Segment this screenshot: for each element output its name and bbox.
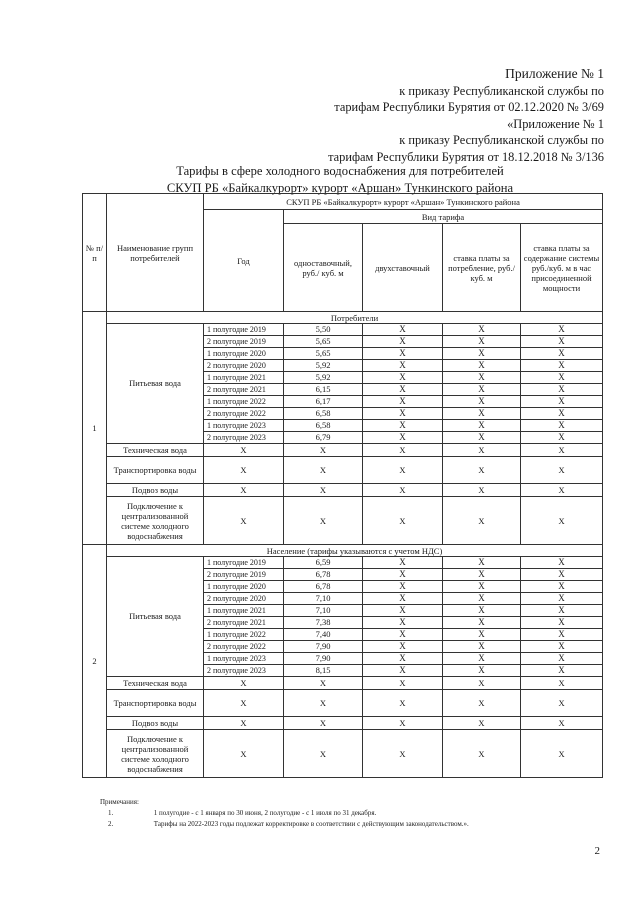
double-rate-value: X <box>363 581 443 593</box>
consumption-rate-value: X <box>443 665 521 677</box>
not-applicable-mark: X <box>204 444 284 457</box>
header-line: к приказу Республиканской службы по <box>399 133 604 147</box>
double-rate-value: X <box>363 408 443 420</box>
period: 1 полугодие 2019 <box>204 324 284 336</box>
not-applicable-mark: X <box>363 717 443 730</box>
not-applicable-mark: X <box>443 497 521 545</box>
capacity-rate-value: X <box>521 336 603 348</box>
period: 2 полугодие 2022 <box>204 408 284 420</box>
single-rate-value: 6,58 <box>284 408 363 420</box>
double-rate-value: X <box>363 605 443 617</box>
header-double-rate: двухставочный <box>363 224 443 312</box>
period: 1 полугодие 2021 <box>204 605 284 617</box>
header-line: Приложение № 1 <box>505 66 604 81</box>
single-rate-value: 6,78 <box>284 581 363 593</box>
double-rate-value: X <box>363 432 443 444</box>
capacity-rate-value: X <box>521 569 603 581</box>
double-rate-value: X <box>363 324 443 336</box>
single-rate-value: 6,78 <box>284 569 363 581</box>
connection-group: Подключение к централизованной системе холодного водоснабжения <box>107 497 204 545</box>
drinking-water-group: Питьевая вода <box>107 557 204 677</box>
single-rate-value: 5,65 <box>284 336 363 348</box>
document-title <box>60 163 620 197</box>
not-applicable-mark: X <box>363 690 443 717</box>
period: 1 полугодие 2022 <box>204 396 284 408</box>
not-applicable-mark: X <box>204 484 284 497</box>
capacity-rate-value: X <box>521 593 603 605</box>
capacity-rate-value: X <box>521 432 603 444</box>
double-rate-value: X <box>363 593 443 605</box>
not-applicable-mark: X <box>443 484 521 497</box>
tariff-table <box>82 193 603 778</box>
consumption-rate-value: X <box>443 641 521 653</box>
single-rate-value: 6,79 <box>284 432 363 444</box>
not-applicable-mark: X <box>521 690 603 717</box>
period: 2 полугодие 2023 <box>204 665 284 677</box>
period: 2 полугодие 2020 <box>204 593 284 605</box>
single-rate-value: 7,38 <box>284 617 363 629</box>
title-line-1: Тарифы в сфере холодного водоснабжения для потребителей <box>176 164 504 178</box>
note-text: 1 полугодие - с 1 января по 30 июня, 2 полугодие - с 1 июля по 31 декабря. <box>153 809 377 817</box>
capacity-rate-value: X <box>521 581 603 593</box>
consumption-rate-value: X <box>443 629 521 641</box>
consumption-rate-value: X <box>443 593 521 605</box>
note-text: Тарифы на 2022-2023 годы подлежат корректировке в соответствии с действующим законодательством.». <box>153 820 469 828</box>
water-delivery-group: Подвоз воды <box>107 717 204 730</box>
consumption-rate-value: X <box>443 396 521 408</box>
header-line: «Приложение № 1 <box>507 116 604 131</box>
not-applicable-mark: X <box>521 444 603 457</box>
not-applicable-mark: X <box>443 457 521 484</box>
not-applicable-mark: X <box>204 717 284 730</box>
header-line: к приказу Республиканской службы по <box>399 83 604 98</box>
double-rate-value: X <box>363 336 443 348</box>
water-transport-group: Транспортировка воды <box>107 457 204 484</box>
period: 1 полугодие 2023 <box>204 653 284 665</box>
capacity-rate-value: X <box>521 665 603 677</box>
consumption-rate-value: X <box>443 336 521 348</box>
consumption-rate-value: X <box>443 360 521 372</box>
double-rate-value: X <box>363 665 443 677</box>
consumption-rate-value: X <box>443 432 521 444</box>
double-rate-value: X <box>363 372 443 384</box>
double-rate-value: X <box>363 617 443 629</box>
period: 2 полугодие 2021 <box>204 384 284 396</box>
single-rate-value: 5,92 <box>284 360 363 372</box>
double-rate-value: X <box>363 348 443 360</box>
notes <box>100 797 469 830</box>
double-rate-value: X <box>363 360 443 372</box>
single-rate-value: 7,90 <box>284 653 363 665</box>
period: 2 полугодие 2019 <box>204 336 284 348</box>
header-single-rate: одноставочный, руб./ куб. м <box>284 224 363 312</box>
double-rate-value: X <box>363 641 443 653</box>
capacity-rate-value: X <box>521 396 603 408</box>
technical-water-group: Техническая вода <box>107 677 204 690</box>
capacity-rate-value: X <box>521 420 603 432</box>
consumption-rate-value: X <box>443 348 521 360</box>
header-capacity-rate: ставка платы за содержание системы руб./куб. м в час присоединенной мощности <box>521 224 603 312</box>
double-rate-value: X <box>363 396 443 408</box>
single-rate-value: 6,59 <box>284 557 363 569</box>
single-rate-value: 7,90 <box>284 641 363 653</box>
single-rate-value: 7,40 <box>284 629 363 641</box>
not-applicable-mark: X <box>363 497 443 545</box>
capacity-rate-value: X <box>521 372 603 384</box>
period: 1 полугодие 2023 <box>204 420 284 432</box>
not-applicable-mark: X <box>284 717 363 730</box>
not-applicable-mark: X <box>521 497 603 545</box>
single-rate-value: 5,92 <box>284 372 363 384</box>
period: 2 полугодие 2019 <box>204 569 284 581</box>
section-number: 1 <box>83 312 107 545</box>
not-applicable-mark: X <box>521 457 603 484</box>
period: 2 полугодие 2023 <box>204 432 284 444</box>
header-consumer-group: Наименование групп потребителей <box>107 194 204 312</box>
period: 1 полугодие 2020 <box>204 348 284 360</box>
capacity-rate-value: X <box>521 360 603 372</box>
single-rate-value: 5,65 <box>284 348 363 360</box>
double-rate-value: X <box>363 384 443 396</box>
not-applicable-mark: X <box>363 730 443 778</box>
not-applicable-mark: X <box>521 677 603 690</box>
capacity-rate-value: X <box>521 629 603 641</box>
header-num: № п/п <box>83 194 107 312</box>
double-rate-value: X <box>363 629 443 641</box>
not-applicable-mark: X <box>443 677 521 690</box>
capacity-rate-value: X <box>521 605 603 617</box>
single-rate-value: 7,10 <box>284 605 363 617</box>
not-applicable-mark: X <box>284 690 363 717</box>
not-applicable-mark: X <box>284 730 363 778</box>
header-organization: СКУП РБ «Байкалкурорт» курорт «Аршан» Тункинского района <box>204 194 603 210</box>
period: 1 полугодие 2020 <box>204 581 284 593</box>
header-year: Год <box>204 210 284 312</box>
double-rate-value: X <box>363 420 443 432</box>
water-delivery-group: Подвоз воды <box>107 484 204 497</box>
note-item <box>100 819 469 830</box>
not-applicable-mark: X <box>363 677 443 690</box>
technical-water-group: Техническая вода <box>107 444 204 457</box>
page-number: 2 <box>594 845 600 857</box>
period: 1 полугодие 2021 <box>204 372 284 384</box>
capacity-rate-value: X <box>521 324 603 336</box>
not-applicable-mark: X <box>284 484 363 497</box>
not-applicable-mark: X <box>204 677 284 690</box>
capacity-rate-value: X <box>521 408 603 420</box>
capacity-rate-value: X <box>521 641 603 653</box>
note-item <box>100 808 469 819</box>
not-applicable-mark: X <box>443 444 521 457</box>
consumption-rate-value: X <box>443 581 521 593</box>
consumption-rate-value: X <box>443 408 521 420</box>
notes-title: Примечания: <box>100 798 139 806</box>
consumption-rate-value: X <box>443 384 521 396</box>
capacity-rate-value: X <box>521 384 603 396</box>
header-tariff-kind: Вид тарифа <box>284 210 603 224</box>
double-rate-value: X <box>363 557 443 569</box>
not-applicable-mark: X <box>284 457 363 484</box>
connection-group: Подключение к централизованной системе холодного водоснабжения <box>107 730 204 778</box>
capacity-rate-value: X <box>521 617 603 629</box>
period: 1 полугодие 2019 <box>204 557 284 569</box>
not-applicable-mark: X <box>204 457 284 484</box>
consumption-rate-value: X <box>443 557 521 569</box>
not-applicable-mark: X <box>284 444 363 457</box>
capacity-rate-value: X <box>521 557 603 569</box>
single-rate-value: 6,17 <box>284 396 363 408</box>
note-number: 1. <box>108 809 114 817</box>
consumption-rate-value: X <box>443 372 521 384</box>
not-applicable-mark: X <box>363 484 443 497</box>
header-line: тарифам Республики Бурятия от 02.12.2020 № 3/69 <box>334 100 604 114</box>
double-rate-value: X <box>363 653 443 665</box>
not-applicable-mark: X <box>363 457 443 484</box>
single-rate-value: 6,15 <box>284 384 363 396</box>
drinking-water-group: Питьевая вода <box>107 324 204 444</box>
single-rate-value: 8,15 <box>284 665 363 677</box>
consumption-rate-value: X <box>443 324 521 336</box>
consumption-rate-value: X <box>443 569 521 581</box>
section-number: 2 <box>83 545 107 778</box>
single-rate-value: 5,50 <box>284 324 363 336</box>
not-applicable-mark: X <box>204 690 284 717</box>
not-applicable-mark: X <box>204 730 284 778</box>
section-category: Потребители <box>107 312 603 324</box>
section-category: Население (тарифы указываются с учетом НДС) <box>107 545 603 557</box>
single-rate-value: 7,10 <box>284 593 363 605</box>
not-applicable-mark: X <box>284 497 363 545</box>
not-applicable-mark: X <box>443 730 521 778</box>
not-applicable-mark: X <box>284 677 363 690</box>
period: 1 полугодие 2022 <box>204 629 284 641</box>
appendix-header <box>284 66 604 165</box>
capacity-rate-value: X <box>521 348 603 360</box>
consumption-rate-value: X <box>443 420 521 432</box>
period: 2 полугодие 2021 <box>204 617 284 629</box>
not-applicable-mark: X <box>521 730 603 778</box>
not-applicable-mark: X <box>443 717 521 730</box>
header-consumption-rate: ставка платы за потребление, руб./ куб. м <box>443 224 521 312</box>
double-rate-value: X <box>363 569 443 581</box>
consumption-rate-value: X <box>443 605 521 617</box>
not-applicable-mark: X <box>521 717 603 730</box>
title-line-2: СКУП РБ «Байкалкурорт» курорт «Аршан» Тункинского района <box>166 181 514 195</box>
period: 2 полугодие 2022 <box>204 641 284 653</box>
not-applicable-mark: X <box>443 690 521 717</box>
water-transport-group: Транспортировка воды <box>107 690 204 717</box>
single-rate-value: 6,58 <box>284 420 363 432</box>
consumption-rate-value: X <box>443 653 521 665</box>
not-applicable-mark: X <box>521 484 603 497</box>
not-applicable-mark: X <box>204 497 284 545</box>
note-number: 2. <box>108 820 114 828</box>
header-line: тарифам Республики Бурятия от 18.12.2018 № 3/136 <box>328 149 604 164</box>
not-applicable-mark: X <box>363 444 443 457</box>
period: 2 полугодие 2020 <box>204 360 284 372</box>
capacity-rate-value: X <box>521 653 603 665</box>
consumption-rate-value: X <box>443 617 521 629</box>
